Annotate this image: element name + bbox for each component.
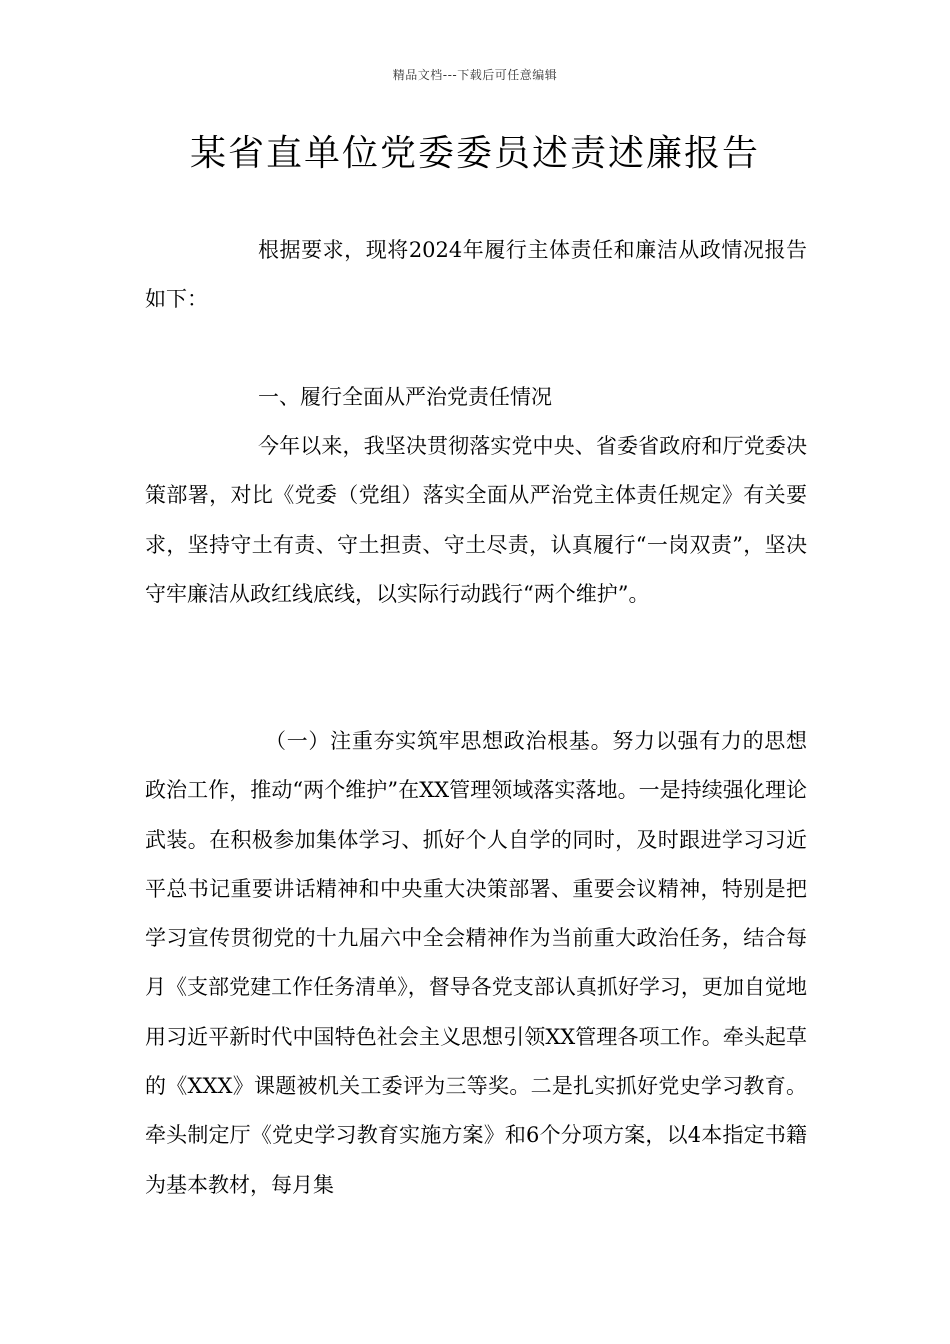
section-1-heading: 一、履行全面从严治党责任情况 (258, 385, 552, 409)
section-1-paragraph: 今年以来，我坚决贯彻落实党中央、省委省政府和厅党委决策部署，对比《党委（党组）落实全面从严治党主体责任规定》有关要求，坚持守土有责、守土担责、守土尽责，认真履行“一岗双责”，坚决守牢廉洁从政红线底线，以实际行动践行“两个维护”。 (145, 434, 807, 606)
document-title: 某省直单位党委委员述责述廉报告 (189, 133, 760, 174)
subsection-1-paragraph: （一）注重夯实筑牢思想政治根基。努力以强有力的思想政治工作，推动“两个维护”在XX管理领域落实落地。一是持续强化理论武装。在积极参加集体学习、抓好个人自学的同时，及时跟进学习习近平总书记重要讲话精神和中央重大决策部署、重要会议精神，特别是把学习宣传贯彻党的十九届六中全会精神作为当前重大政治任务，结合每月《支部党建工作任务清单》，督导各党支部认真抓好学习，更加自觉地用习近平新时代中国特色社会主义思想引领XX管理各项工作。牵头起草的《XXX》课题被机关工委评为三等奖。二是扎实抓好党史学习教育。牵头制定厅《党史学习教育实施方案》和6个分项方案，以4本指定书籍为基本教材，每月集 (145, 729, 807, 1197)
intro-paragraph: 根据要求，现将2024年履行主体责任和廉洁从政情况报告如下： (145, 238, 807, 312)
header-note: 精品文档---下载后可任意编辑 (392, 68, 558, 82)
